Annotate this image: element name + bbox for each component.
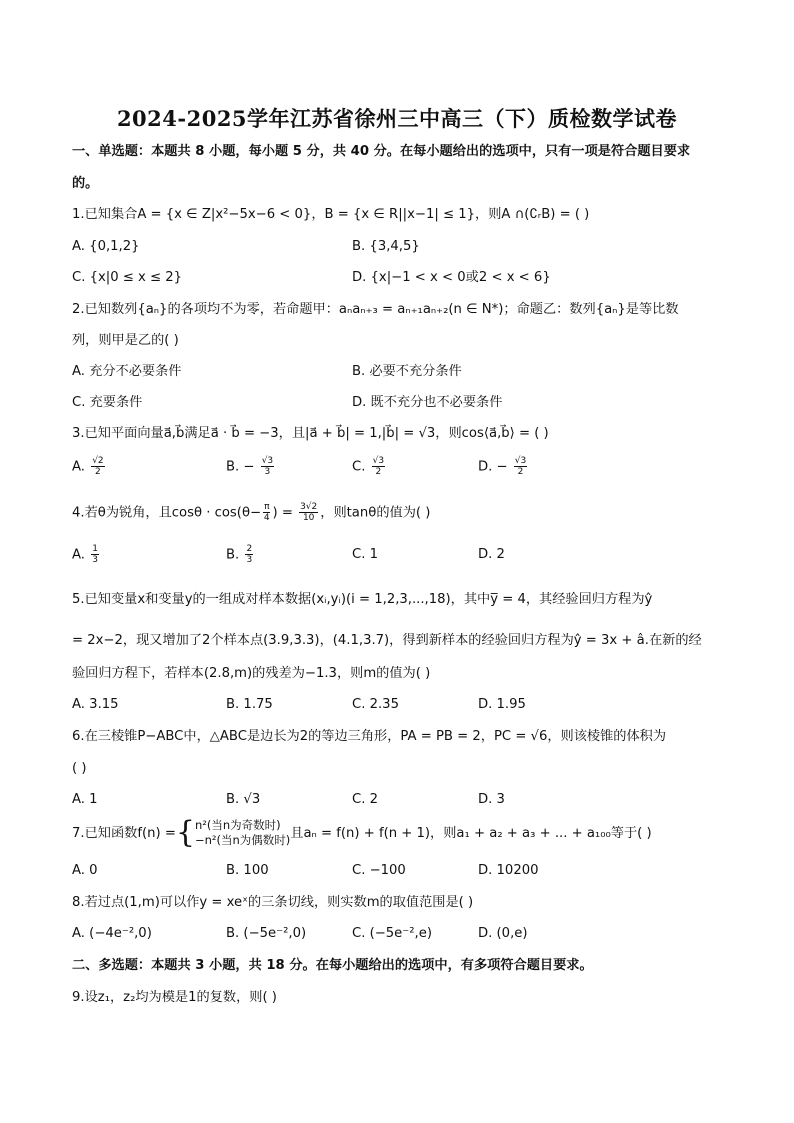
question-6-stem: 6.在三棱锥P−ABC中，△ABC是边长为2的等边三角形，PA = PB = 2，PC = √6，则该棱锥的体积为 (72, 729, 667, 744)
question-4-option-a: A. $\frac{1}{3}$ (72, 544, 98, 565)
question-2-option-d: D. 既不充分也不必要条件 (352, 395, 503, 410)
question-3-option-d: D. − $\frac{√3}{2}$ (478, 456, 527, 477)
fraction: $\frac{3√2}{10}$ (300, 502, 318, 523)
question-7-option-c: C. −100 (352, 863, 406, 878)
page-title: 2024-2025学年江苏省徐州三中高三（下）质检数学试卷 (116, 106, 678, 131)
question-8-option-d: D. (0,e) (478, 926, 528, 941)
question-5-option-b: B. 1.75 (226, 697, 273, 712)
question-1-option-a: A. {0,1,2} (72, 239, 140, 254)
question-5-stem-cont2: 验回归方程下，若样本(2.8,m)的残差为−1.3，则m的值为( ) (72, 666, 431, 681)
question-6-option-b: B. √3 (226, 792, 261, 807)
question-9-stem: 9.设z₁，z₂均为模是1的复数，则( ) (72, 990, 277, 1005)
question-4-stem: 4.若θ为锐角，且cosθ · cos(θ− $\frac{\pi}{4}$ ) = $\frac{3√2}{10}$ ，则tanθ的值为( ) (72, 502, 431, 523)
fraction: $\frac{1}{3}$ (92, 544, 98, 565)
question-1-stem: 1.已知集合A = {x ∈ Z|x²−5x−6 < 0}，B = {x ∈ R||x−1| ≤ 1}，则A ∩(∁ᵣB) = ( ) (72, 207, 590, 222)
question-2-stem-cont: 列，则甲是乙的( ) (72, 333, 179, 348)
question-3-option-a: A. $\frac{√2}{2}$ (72, 456, 104, 477)
section-1-heading: 一、单选题：本题共 8 小题，每小题 5 分，共 40 分。在每小题给出的选项中，只有一项是符合题目要求 (72, 144, 691, 159)
fraction: $\frac{√2}{2}$ (92, 456, 104, 477)
question-6-option-c: C. 2 (352, 792, 378, 807)
question-1-option-b: B. {3,4,5} (352, 239, 420, 254)
fraction: $\frac{\pi}{4}$ (263, 502, 270, 523)
question-4-option-b: B. $\frac{2}{3}$ (226, 544, 253, 565)
fraction: $\frac{2}{3}$ (246, 544, 253, 565)
question-5-stem-cont: = 2x−2，现又增加了2个样本点(3.9,3.3)，(4.1,3.7)，得到新样本的经验回归方程为ŷ = 3x + â.在新的经 (72, 633, 702, 648)
question-3-option-c: C. $\frac{√3}{2}$ (352, 456, 385, 477)
section-2-heading: 二、多选题：本题共 3 小题，共 18 分。在每小题给出的选项中，有多项符合题目要求。 (72, 958, 593, 973)
question-2-stem: 2.已知数列{aₙ}的各项均不为零，若命题甲：aₙaₙ₊₃ = aₙ₊₁aₙ₊₂(n ∈ N*)；命题乙：数列{aₙ}是等比数 (72, 302, 679, 317)
question-3-stem: 3.已知平面向量a⃗,b⃗满足a⃗ · b⃗ = −3，且|a⃗ + b⃗| = 1,|b⃗| = √3，则cos⟨a⃗,b⃗⟩ = ( ) (72, 426, 549, 441)
question-8-option-b: B. (−5e⁻²,0) (226, 926, 307, 941)
fraction: $\frac{√3}{3}$ (261, 456, 274, 477)
question-5-option-d: D. 1.95 (478, 697, 526, 712)
question-2-option-b: B. 必要不充分条件 (352, 364, 462, 379)
question-4-option-d: D. 2 (478, 547, 505, 562)
question-6-stem-cont: ( ) (72, 761, 87, 776)
piecewise-cases: n²(当n为奇数时) −n²(当n为偶数时) (194, 818, 291, 847)
question-7-option-d: D. 10200 (478, 863, 539, 878)
question-5-stem: 5.已知变量x和变量y的一组成对样本数据(xᵢ,yᵢ)(i = 1,2,3,...,18)，其中y̅ = 4，其经验回归方程为ŷ (72, 592, 653, 607)
question-8-option-c: C. (−5e⁻²,e) (352, 926, 432, 941)
question-2-option-c: C. 充要条件 (72, 395, 143, 410)
question-7-option-a: A. 0 (72, 863, 98, 878)
question-4-option-c: C. 1 (352, 547, 378, 562)
question-5-option-a: A. 3.15 (72, 697, 119, 712)
left-brace: { (175, 815, 195, 850)
question-6-option-a: A. 1 (72, 792, 98, 807)
question-5-option-c: C. 2.35 (352, 697, 399, 712)
question-3-option-b: B. − $\frac{√3}{3}$ (226, 456, 274, 477)
fraction: $\frac{√3}{2}$ (514, 456, 527, 477)
question-1-option-d: D. {x|−1 < x < 0或2 < x < 6} (352, 270, 551, 285)
question-6-option-d: D. 3 (478, 792, 505, 807)
question-7-stem: 7.已知函数f(n) ={ n²(当n为奇数时) −n²(当n为偶数时) 且aₙ = f(n) + f(n + 1)，则a₁ + a₂ + a₃ + ... + a₁₀₀等于( ) (72, 815, 652, 850)
question-8-stem: 8.若过点(1,m)可以作y = xeˣ的三条切线，则实数m的取值范围是( ) (72, 895, 474, 910)
fraction: $\frac{√3}{2}$ (372, 456, 385, 477)
question-2-option-a: A. 充分不必要条件 (72, 364, 182, 379)
question-7-option-b: B. 100 (226, 863, 269, 878)
section-1-heading-cont: 的。 (72, 176, 99, 191)
question-8-option-a: A. (−4e⁻²,0) (72, 926, 152, 941)
question-1-option-c: C. {x|0 ≤ x ≤ 2} (72, 270, 183, 285)
